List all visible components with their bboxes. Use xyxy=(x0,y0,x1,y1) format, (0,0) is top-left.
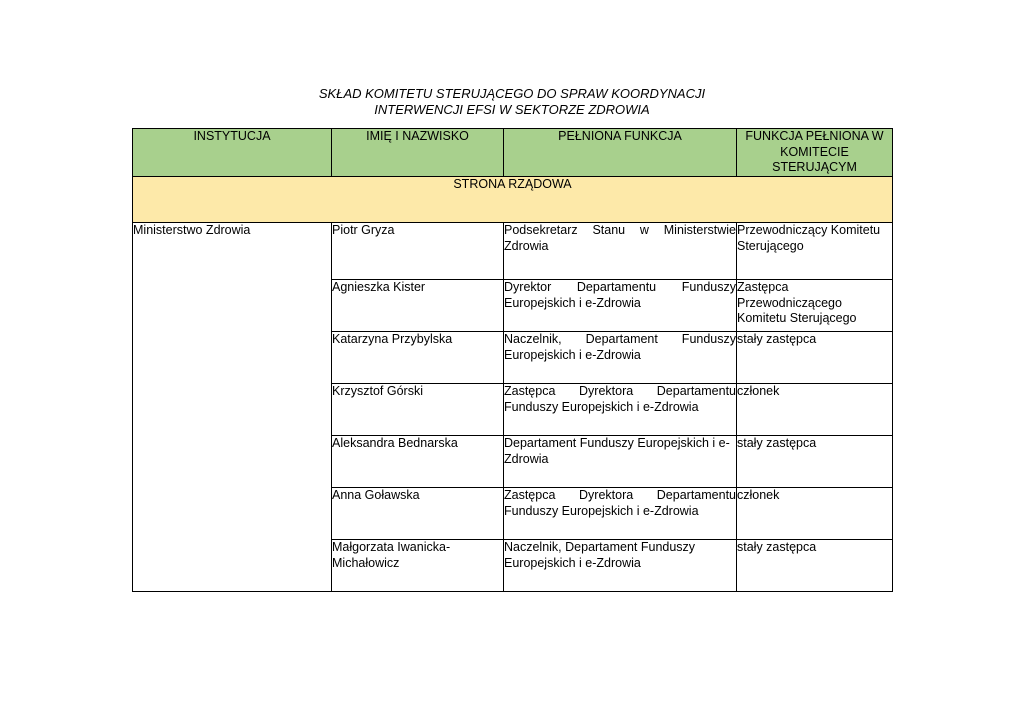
position-cell: Departament Funduszy Europejskich i e-Zdrowia xyxy=(504,436,737,488)
document-title-line-2: INTERWENCJI EFSI W SEKTORZE ZDROWIA xyxy=(374,102,650,117)
header-institution: INSTYTUCJA xyxy=(133,129,332,177)
position-cell: Zastępca Dyrektora Departamentu Funduszy Europejskich i e-Zdrowia xyxy=(504,384,737,436)
name-cell: Agnieszka Kister xyxy=(332,280,504,332)
position-cell: Naczelnik, Departament Funduszy Europejskich i e-Zdrowia xyxy=(504,332,737,384)
name-cell: Krzysztof Górski xyxy=(332,384,504,436)
name-cell: Katarzyna Przybylska xyxy=(332,332,504,384)
position-cell: Zastępca Dyrektora Departamentu Funduszy Europejskich i e-Zdrowia xyxy=(504,488,737,540)
position-cell: Dyrektor Departamentu Funduszy Europejskich i e-Zdrowia xyxy=(504,280,737,332)
name-cell: Aleksandra Bednarska xyxy=(332,436,504,488)
position-cell: Podsekretarz Stanu w Ministerstwie Zdrowia xyxy=(504,223,737,280)
institution-cell: Ministerstwo Zdrowia xyxy=(133,223,332,592)
committee-table xyxy=(132,128,893,592)
role-cell: Przewodniczący Komitetu Sterującego xyxy=(737,223,893,280)
section-row xyxy=(133,177,893,223)
role-cell: stały zastępca xyxy=(737,436,893,488)
role-cell: Zastępca Przewodniczącego Komitetu Sterującego xyxy=(737,280,893,332)
name-cell: Małgorzata Iwanicka-Michałowicz xyxy=(332,540,504,592)
role-cell: stały zastępca xyxy=(737,332,893,384)
role-cell: członek xyxy=(737,488,893,540)
name-cell: Piotr Gryza xyxy=(332,223,504,280)
section-label: STRONA RZĄDOWA xyxy=(133,177,893,223)
document-title-line-1: SKŁAD KOMITETU STERUJĄCEGO DO SPRAW KOORDYNACJI xyxy=(318,86,706,101)
role-cell: członek xyxy=(737,384,893,436)
table-header-row xyxy=(133,129,893,177)
header-committee-role: FUNKCJA PEŁNIONA W KOMITECIE STERUJĄCYM xyxy=(737,129,893,177)
header-name: IMIĘ I NAZWISKO xyxy=(332,129,504,177)
name-cell: Anna Goławska xyxy=(332,488,504,540)
header-position: PEŁNIONA FUNKCJA xyxy=(504,129,737,177)
position-cell: Naczelnik, Departament Funduszy Europejskich i e-Zdrowia xyxy=(504,540,737,592)
role-cell: stały zastępca xyxy=(737,540,893,592)
document-title xyxy=(0,86,1024,118)
table-row xyxy=(133,223,893,280)
